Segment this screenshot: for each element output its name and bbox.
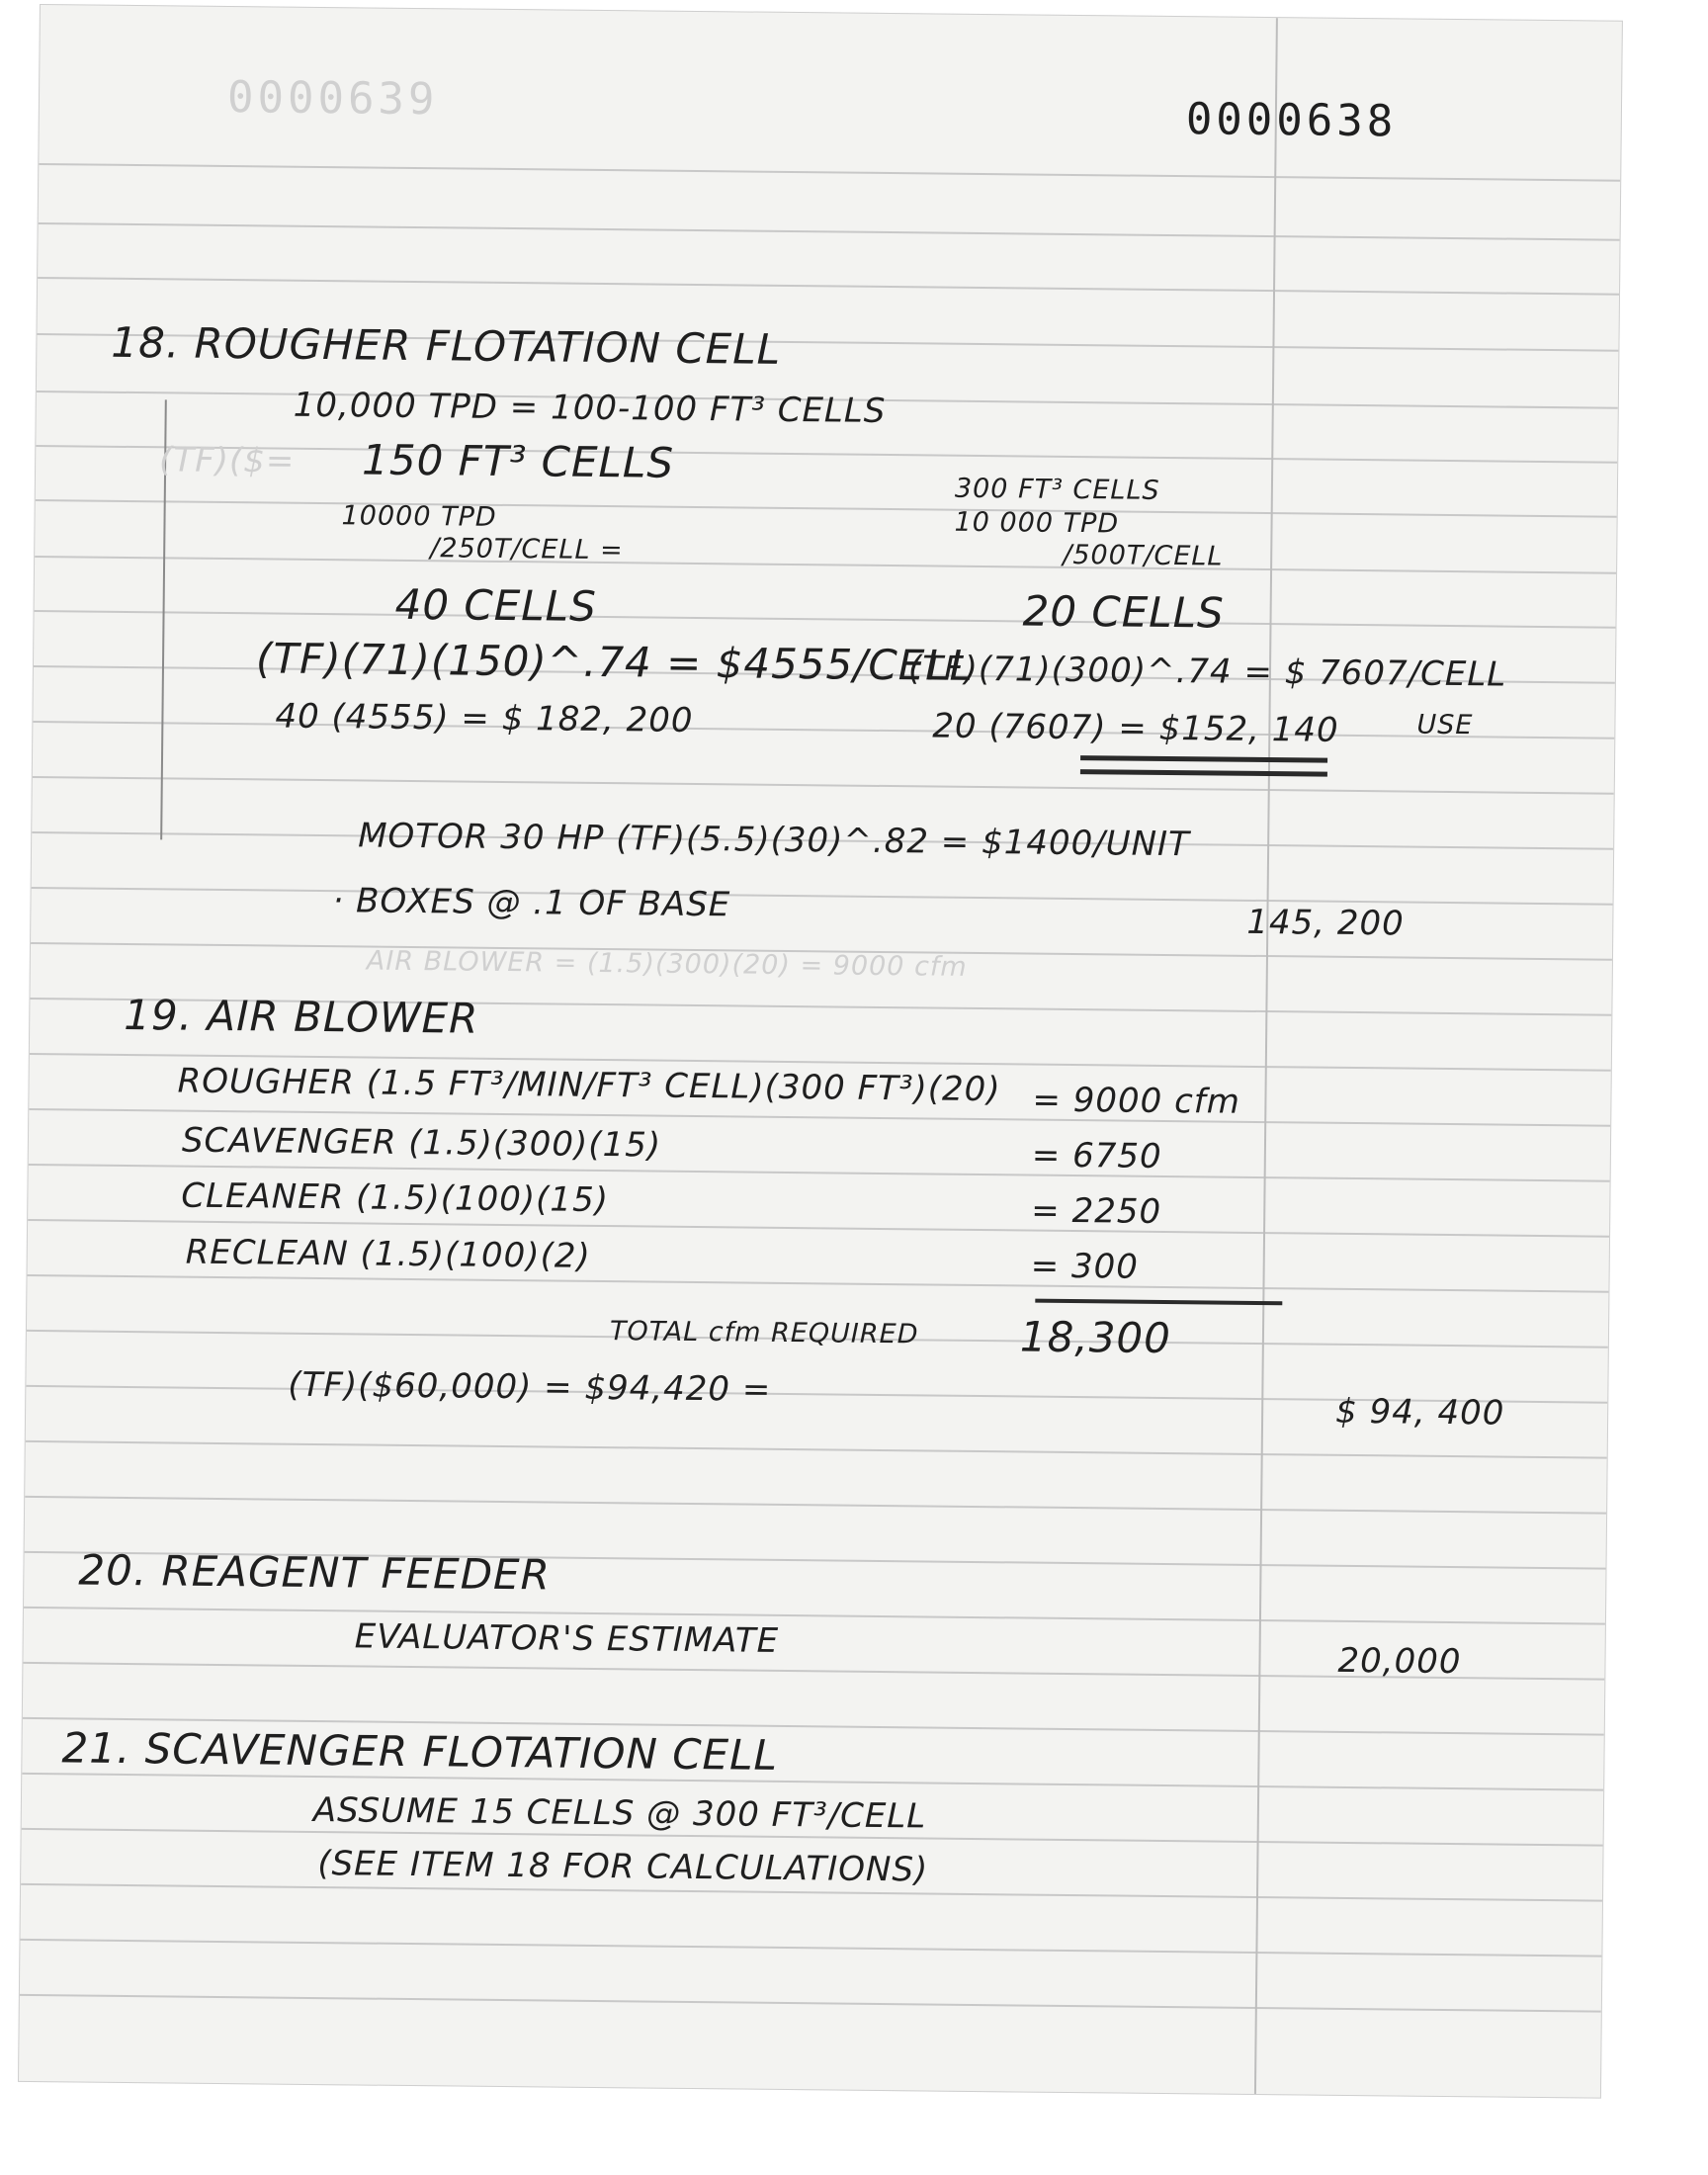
item-19-title: 19. AIR BLOWER (124, 990, 479, 1043)
motor-line: MOTOR 30 HP (TF)(5.5)(30)^.82 = $1400/UNIT (357, 816, 1191, 865)
rougher-value: = 9000 cfm (1032, 1080, 1241, 1122)
document-number: 0000638 (1185, 94, 1398, 147)
rougher-label: ROUGHER (1.5 FT³/MIN/FT³ CELL)(300 FT³)(20) (177, 1061, 1001, 1110)
col-b-formula: (TF)(71)(300)^.74 = $ 7607/CELL (907, 649, 1507, 695)
col-a-size: 150 FT³ CELLS (361, 435, 675, 487)
ruled-line (25, 1496, 1606, 1515)
notebook-page (18, 4, 1623, 2099)
ruled-line (20, 1994, 1601, 2013)
item-18-line1: 10,000 TPD = 100-100 FT³ CELLS (293, 385, 887, 431)
ruled-line (33, 721, 1614, 740)
item-20-title: 20. REAGENT FEEDER (78, 1545, 552, 1600)
faint-stamp-number: 0000639 (226, 71, 439, 126)
ruled-line (35, 610, 1616, 629)
total-cfm-label: TOTAL cfm REQUIRED (609, 1316, 919, 1350)
ruled-line (24, 1607, 1605, 1625)
scavenger-label: SCAVENGER (1.5)(300)(15) (181, 1120, 662, 1166)
col-b-cells: 20 CELLS (1022, 586, 1225, 638)
cleaner-label: CLEANER (1.5)(100)(15) (181, 1175, 610, 1221)
cleaner-value: = 2250 (1031, 1190, 1162, 1232)
right-margin-line (1254, 18, 1278, 2094)
item-18-amount: 145, 200 (1246, 902, 1405, 944)
ruled-line (35, 556, 1616, 574)
item-21-line1: ASSUME 15 CELLS @ 300 FT³/CELL (312, 1790, 927, 1837)
ruled-line (36, 499, 1617, 518)
ruled-line (33, 776, 1614, 795)
col-b-total: 20 (7607) = $152, 140 (932, 706, 1339, 750)
ruled-line (26, 1440, 1607, 1459)
use-mark: USE (1416, 709, 1474, 741)
air-blower-cost: (TF)($60,000) = $94,420 = (288, 1364, 772, 1410)
ruled-line (39, 222, 1620, 241)
reclean-value: = 300 (1030, 1246, 1140, 1287)
item-20-amount: 20,000 (1337, 1640, 1462, 1683)
sum-underline (1035, 1299, 1282, 1306)
col-b-tpd: 10 000 TPD (954, 506, 1120, 540)
ruled-line (22, 1773, 1603, 1791)
col-a-tpd: 10000 TPD (341, 500, 497, 533)
ruled-line (28, 1274, 1609, 1293)
item-20-line: EVALUATOR'S ESTIMATE (354, 1616, 780, 1661)
underline-mark (1080, 755, 1327, 763)
item-18-faint-line: (TF)($= (158, 440, 296, 481)
scavenger-value: = 6750 (1031, 1135, 1162, 1176)
col-b-per-cell: /500T/CELL (1063, 539, 1224, 572)
item-18-faint-note: AIR BLOWER = (1.5)(300)(20) = 9000 cfm (366, 945, 968, 983)
col-b-size: 300 FT³ CELLS (954, 473, 1160, 506)
total-cfm-value: 18,300 (1019, 1312, 1172, 1363)
ruled-line (32, 887, 1613, 906)
item-18-title: 18. ROUGHER FLOTATION CELL (111, 317, 782, 374)
col-a-formula: (TF)(71)(150)^.74 = $4555/CELL (255, 634, 975, 690)
item-19-amount: $ 94, 400 (1334, 1391, 1505, 1434)
col-a-cells: 40 CELLS (394, 579, 598, 631)
item-21-title: 21. SCAVENGER FLOTATION CELL (61, 1723, 779, 1780)
boxes-line: · BOXES @ .1 OF BASE (332, 881, 731, 925)
ruled-line (39, 163, 1620, 182)
item-21-line2: (SEE ITEM 18 FOR CALCULATIONS) (317, 1844, 929, 1890)
ruled-line (38, 277, 1619, 296)
col-a-per-cell: /250T/CELL = (430, 533, 624, 566)
reclean-label: RECLEAN (1.5)(100)(2) (185, 1232, 591, 1276)
underline-mark (1080, 769, 1327, 777)
ruled-line (20, 1939, 1601, 1958)
col-a-total: 40 (4555) = $ 182, 200 (275, 696, 694, 740)
